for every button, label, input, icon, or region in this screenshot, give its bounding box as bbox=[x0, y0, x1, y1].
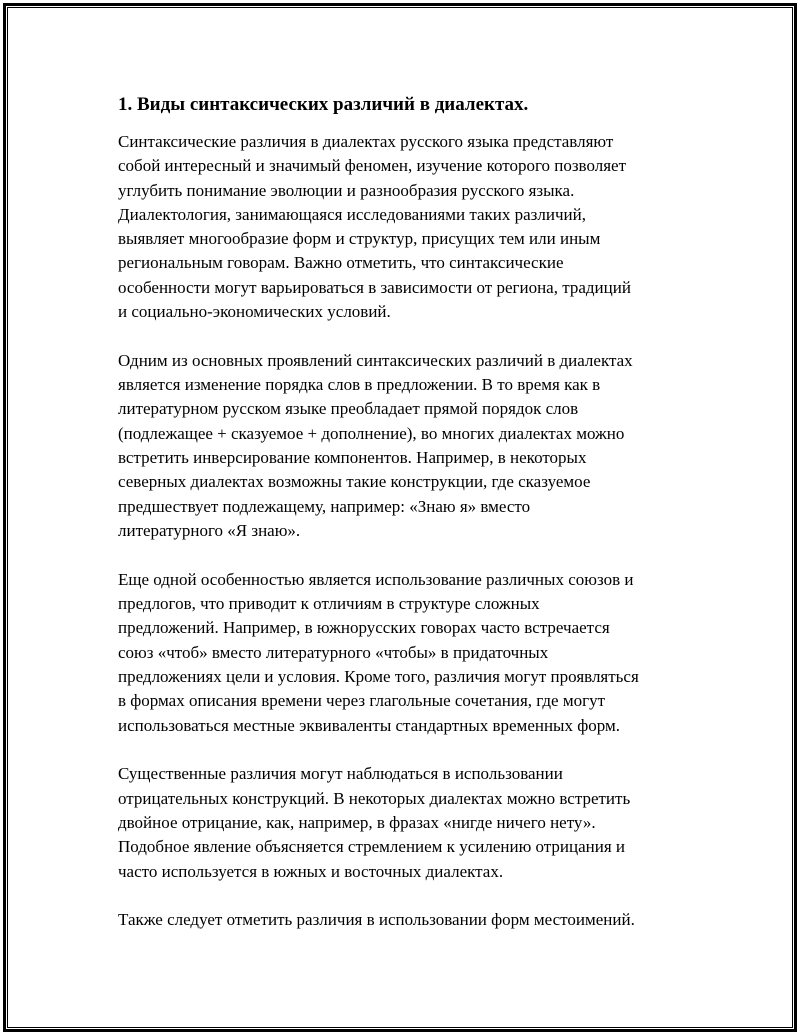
text-line: собой интересный и значимый феномен, изучение которого позволяет bbox=[118, 156, 627, 176]
text-line: предложений. Например, в южнорусских говорах часто встречается bbox=[118, 618, 610, 638]
text-line: особенности могут варьироваться в зависимости от региона, традиций bbox=[118, 277, 631, 297]
text-line: двойное отрицание, как, например, в фразах «нигде ничего нету». bbox=[118, 812, 596, 832]
text-line: углубить понимание эволюции и разнообразия русского языка. bbox=[118, 180, 575, 200]
text-line: Еще одной особенностью является использование различных союзов и bbox=[118, 569, 634, 589]
paragraph-3 bbox=[118, 568, 688, 738]
text-line: Одним из основных проявлений синтаксических различий в диалектах bbox=[118, 350, 633, 370]
text-line: северных диалектах возможны такие конструкции, где сказуемое bbox=[118, 472, 591, 492]
paragraph-5 bbox=[118, 908, 688, 932]
paragraph-1 bbox=[118, 130, 688, 324]
text-line: отрицательных конструкций. В некоторых диалектах можно встретить bbox=[118, 788, 631, 808]
paragraph-4 bbox=[118, 762, 688, 883]
section-heading: 1. Виды синтаксических различий в диалектах. bbox=[118, 94, 529, 115]
text-line: предлогов, что приводит к отличиям в структуре сложных bbox=[118, 594, 540, 614]
text-line: Синтаксические различия в диалектах русского языка представляют bbox=[118, 132, 614, 151]
text-line: Также следует отметить различия в использовании форм местоимений. bbox=[118, 910, 635, 930]
text-line: Диалектология, занимающаяся исследованиями таких различий, bbox=[118, 204, 586, 224]
text-line: использоваться местные эквиваленты стандартных временных форм. bbox=[118, 715, 620, 735]
text-line: союз «чтоб» вместо литературного «чтобы» в придаточных bbox=[118, 642, 549, 662]
text-line: литературного «Я знаю». bbox=[118, 520, 301, 540]
text-line: выявляет многообразие форм и структур, присущих тем или иным bbox=[118, 229, 601, 249]
text-line: является изменение порядка слов в предложении. В то время как в bbox=[118, 375, 601, 395]
text-line: литературном русском языке преобладает прямой порядок слов bbox=[118, 399, 579, 419]
paragraph-2 bbox=[118, 349, 688, 543]
text-line: Существенные различия могут наблюдаться в использовании bbox=[118, 764, 563, 784]
text-line: предшествует подлежащему, например: «Знаю я» вместо bbox=[118, 496, 531, 516]
text-line: предложениях цели и условия. Кроме того, различия могут проявляться bbox=[118, 666, 639, 686]
text-line: встретить инверсирование компонентов. Например, в некоторых bbox=[118, 448, 587, 468]
text-line: и социально-экономических условий. bbox=[118, 302, 391, 322]
text-line: (подлежащее + сказуемое + дополнение), во многих диалектах можно bbox=[118, 423, 625, 443]
text-line: в формах описания времени через глагольные сочетания, где могут bbox=[118, 691, 606, 711]
document-body bbox=[118, 92, 688, 957]
text-line: часто используется в южных и восточных диалектах. bbox=[118, 861, 504, 881]
text-line: Подобное явление объясняется стремлением к усилению отрицания и bbox=[118, 837, 626, 857]
text-line: региональным говорам. Важно отметить, что синтаксические bbox=[118, 253, 564, 273]
